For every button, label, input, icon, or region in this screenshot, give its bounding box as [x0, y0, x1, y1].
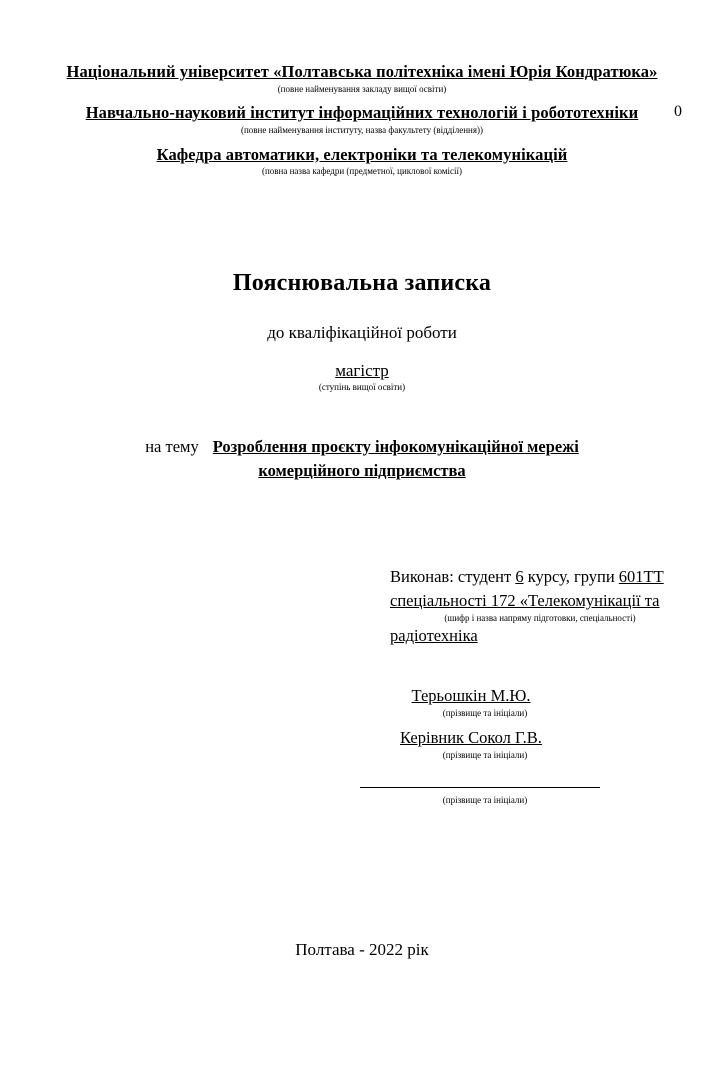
- performer-prefix: Виконав: студент: [390, 567, 512, 587]
- institute-name: Навчально-науковий інститут інформаційних технологій і робототехніки: [85, 103, 639, 123]
- course-suffix: курсу, групи: [527, 567, 615, 587]
- student-caption: (прізвище та ініціали): [442, 708, 528, 719]
- course-value: 6: [515, 567, 524, 587]
- reviewer-caption: (прізвище та ініціали): [442, 795, 528, 806]
- group-value: 601ТТ: [618, 567, 664, 587]
- student-name: Терьошкін М.Ю.: [411, 686, 531, 706]
- document-title: Пояснювальна записка: [232, 269, 492, 296]
- university-caption: (повне найменування закладу вищої освіти): [277, 83, 447, 94]
- theme-row: [0, 434, 724, 460]
- speciality-line: спеціальності 172 «Телекомунікації та: [390, 591, 660, 611]
- reviewer-name: [360, 770, 600, 788]
- document-subtitle: до кваліфікаційної роботи: [267, 322, 457, 342]
- speciality-tail: радіотехніка: [390, 626, 478, 646]
- city-year: Полтава - 2022 рік: [295, 940, 429, 959]
- performer-line: [390, 565, 724, 589]
- theme-value-line1: Розроблення проєкту інфокомунікаційної мережі: [212, 436, 579, 456]
- degree-value: магістр: [335, 360, 389, 380]
- supervisor-name: Керівник Сокол Г.В.: [400, 728, 542, 748]
- degree-row: [0, 361, 724, 381]
- page-number: 0: [674, 103, 682, 120]
- institute-caption: (повне найменування інституту, назва факультету (відділення)): [240, 124, 483, 135]
- theme-label: на тему: [145, 436, 199, 456]
- speciality-caption: (шифр і назва напряму підготовки, спеціальності): [444, 613, 636, 624]
- university-name: Національний університет «Полтавська політехніка імені Юрія Кондратюка»: [66, 62, 658, 81]
- supervisor-caption: (прізвище та ініціали): [442, 750, 528, 761]
- degree-caption: (ступінь вищої освіти): [318, 381, 406, 392]
- author-block: [0, 565, 724, 648]
- document-page: [0, 62, 724, 1086]
- department-name: Кафедра автоматики, електроніки та телекомунікацій: [156, 144, 568, 164]
- department-caption: (повна назва кафедри (предметної, циклової комісії): [261, 166, 463, 177]
- signature-block: [0, 686, 724, 805]
- institution-header: [0, 62, 724, 178]
- theme-value-line2: комерційного підприємства: [258, 461, 466, 481]
